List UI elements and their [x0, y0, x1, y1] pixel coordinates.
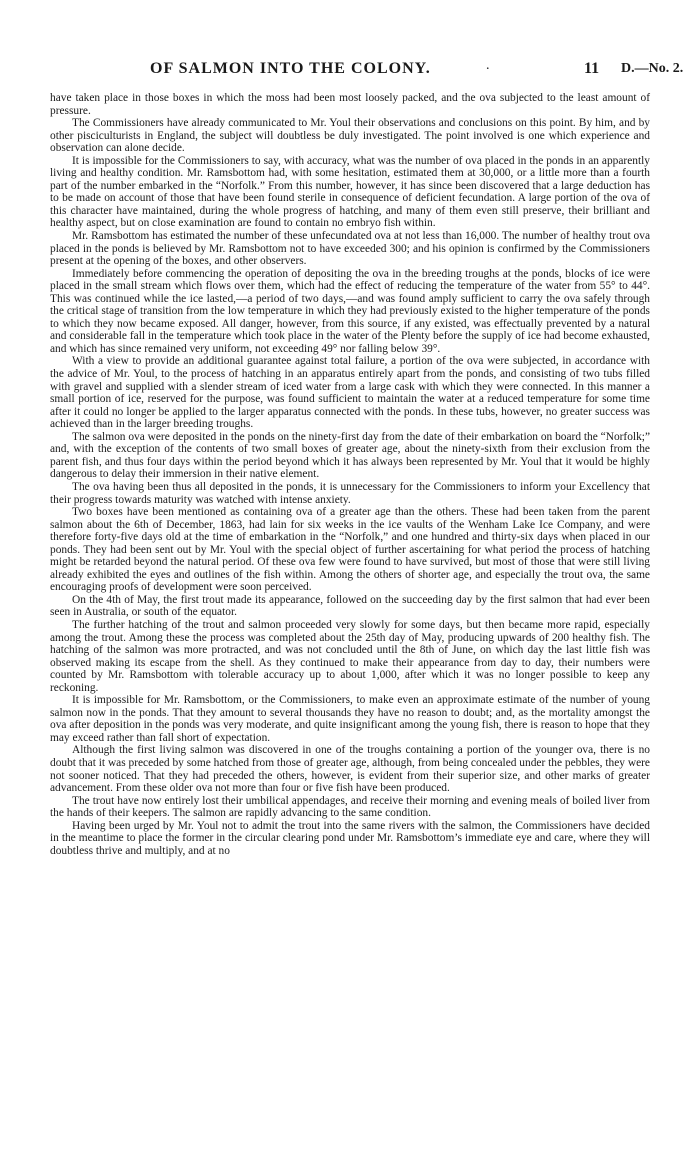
running-title: OF SALMON INTO THE COLONY. [150, 60, 431, 77]
paragraph: The further hatching of the trout and salmon proceeded very slowly for some days, but then became more rapid, especially among the trout. Among these the process was completed about the 25th day of May, producing upwards of 200 healthy fish. The hatching of the salmon was more protracted, and was not concluded until the 8th of June, on which day the last little fish was observed making its escape from the shell. As they continued to make their appearance from day to day, their numbers were counted by Mr. Ramsbottom with tolerable accuracy up to about 1,000, after which it was no longer possible to keep any reckoning. [50, 618, 650, 694]
paragraph: With a view to provide an additional guarantee against total failure, a portion of the ova were subjected, in accordance with the advice of Mr. Youl, to the process of hatching in an apparatus entirely apart from the ponds, and consisting of two tubs filled with gravel and supplied with a slender stream of iced water from a large cask with which they were connected. In this manner a small portion of ice, reserved for the purpose, was found sufficient to maintain the water at a reduced temperature for some time after it could no longer be applied to the larger apparatus connected with the ponds. In these tubs, however, no greater success was achieved than in the larger breeding troughs. [50, 355, 650, 431]
page-header [0, 60, 700, 84]
paragraph: Mr. Ramsbottom has estimated the number of these unfecundated ova at not less than 16,000. The number of healthy trout ova placed in the ponds is believed by Mr. Ramsbottom not to have exceeded 300; and his opinion is confirmed by the Commissioners present at the opening of the boxes, and other observers. [50, 230, 650, 268]
paragraph: Having been urged by Mr. Youl not to admit the trout into the same rivers with the salmon, the Commissioners have decided in the meantime to place the former in the circular clearing pond under Mr. Ramsbottom’s immediate eye and care, where they will doubtless thrive and multiply, and at no [50, 819, 650, 857]
paragraph: It is impossible for the Commissioners to say, with accuracy, what was the number of ova placed in the ponds in an apparently living and healthy condition. Mr. Ramsbottom had, with some hesitation, estimated them at 30,000, or a little more than a fourth part of the number embarked in the “Norfolk.” From this number, however, it has since been discovered that a large deduction has to be made on account of those that have been found sterile in consequence of deficient fecundation. A large portion of the ova of this character have maintained, during the whole progress of hatching, and many of them even still preserve, their brilliant and healthy aspect, but on close examination are found to contain no embryo fish within. [50, 154, 650, 230]
paragraph: Immediately before commencing the operation of depositing the ova in the breeding troughs at the ponds, blocks of ice were placed in the small stream which flows over them, which had the effect of reducing the temperature of the water from 55° to 44°. This was continued while the ice lasted,—a period of two days,—and was found amply sufficient to carry the ova safely through the critical stage of transition from the low temperature in which they had previously existed to the higher temperature of the ponds to which they now became exposed. All danger, however, from this source, if any existed, was effectually prevented by a natural and considerable fall in the temperature which took place in the water of the Plenty before the supply of ice had become exhausted, and which has since remained very uniform, not exceeding 49° nor falling below 39°. [50, 267, 650, 355]
header-dot: . [486, 58, 490, 73]
paragraph: The trout have now entirely lost their umbilical appendages, and receive their morning and evening meals of boiled liver from the hands of their keepers. The salmon are rapidly advancing to the same condition. [50, 794, 650, 820]
paragraph: On the 4th of May, the first trout made its appearance, followed on the succeeding day by the first salmon that had ever been seen in Australia, or south of the equator. [50, 593, 650, 619]
paragraph: The ova having been thus all deposited in the ponds, it is unnecessary for the Commissioners to inform your Excellency that their progress towards maturity was watched with intense anxiety. [50, 480, 650, 506]
paragraph: have taken place in those boxes in which the moss had been most loosely packed, and the ova subjected to the least amount of pressure. [50, 92, 650, 117]
page-number: 11 [584, 60, 600, 77]
body-text [50, 92, 650, 857]
paragraph: Although the first living salmon was discovered in one of the troughs containing a portion of the younger ova, there is no doubt that it was preceded by some hatched from those of greater age, although, from being concealed under the pebbles, they were not sooner noticed. That they had preceded the others, however, is evident from their superior size, and other marks of greater advancement. From these older ova not more than four or five fish have been produced. [50, 744, 650, 795]
paragraph: The Commissioners have already communicated to Mr. Youl their observations and conclusions on this point. By him, and by other pisciculturists in England, the subject will doubtless be duly investigated. The point involved is one which experience and observation can alone decide. [50, 117, 650, 155]
paragraph: The salmon ova were deposited in the ponds on the ninety-first day from the date of their embarkation on board the “Norfolk;” and, with the exception of the contents of two small boxes of greater age, about the ninety-sixth from their exclusion from the parent fish, and thus four days within the period beyond which it has always been represented by Mr. Youl that it would be highly dangerous to delay their immersion in their native element. [50, 430, 650, 481]
document-code: D.—No. 2. [621, 61, 684, 76]
paragraph: It is impossible for Mr. Ramsbottom, or the Commissioners, to make even an approximate estimate of the number of young salmon now in the ponds. That they amount to several thousands they have no reason to doubt; and, as the mortality amongst the ova after deposition in the ponds was very moderate, and quite insignificant among the young fish, there is reason to hope that they may exceed rather than fall short of expectation. [50, 694, 650, 744]
paragraph: Two boxes have been mentioned as containing ova of a greater age than the others. These had been taken from the parent salmon about the 6th of December, 1863, had lain for six weeks in the ice vaults of the Wenham Lake Ice Company, and were therefore forty-five days old at the time of embarkation in the “Norfolk,” and one hundred and thirty-six days when placed in our ponds. They had been sent out by Mr. Youl with the special object of further ascertaining for what period the process of hatching might be retarded beyond the natural period. Of these ova few were found to have survived, but most of those that were still living already exhibited the eyes and outlines of the fish within. Among the others of shorter age, and especially the trout ova, the same encouraging proofs of development were soon perceived. [50, 506, 650, 594]
